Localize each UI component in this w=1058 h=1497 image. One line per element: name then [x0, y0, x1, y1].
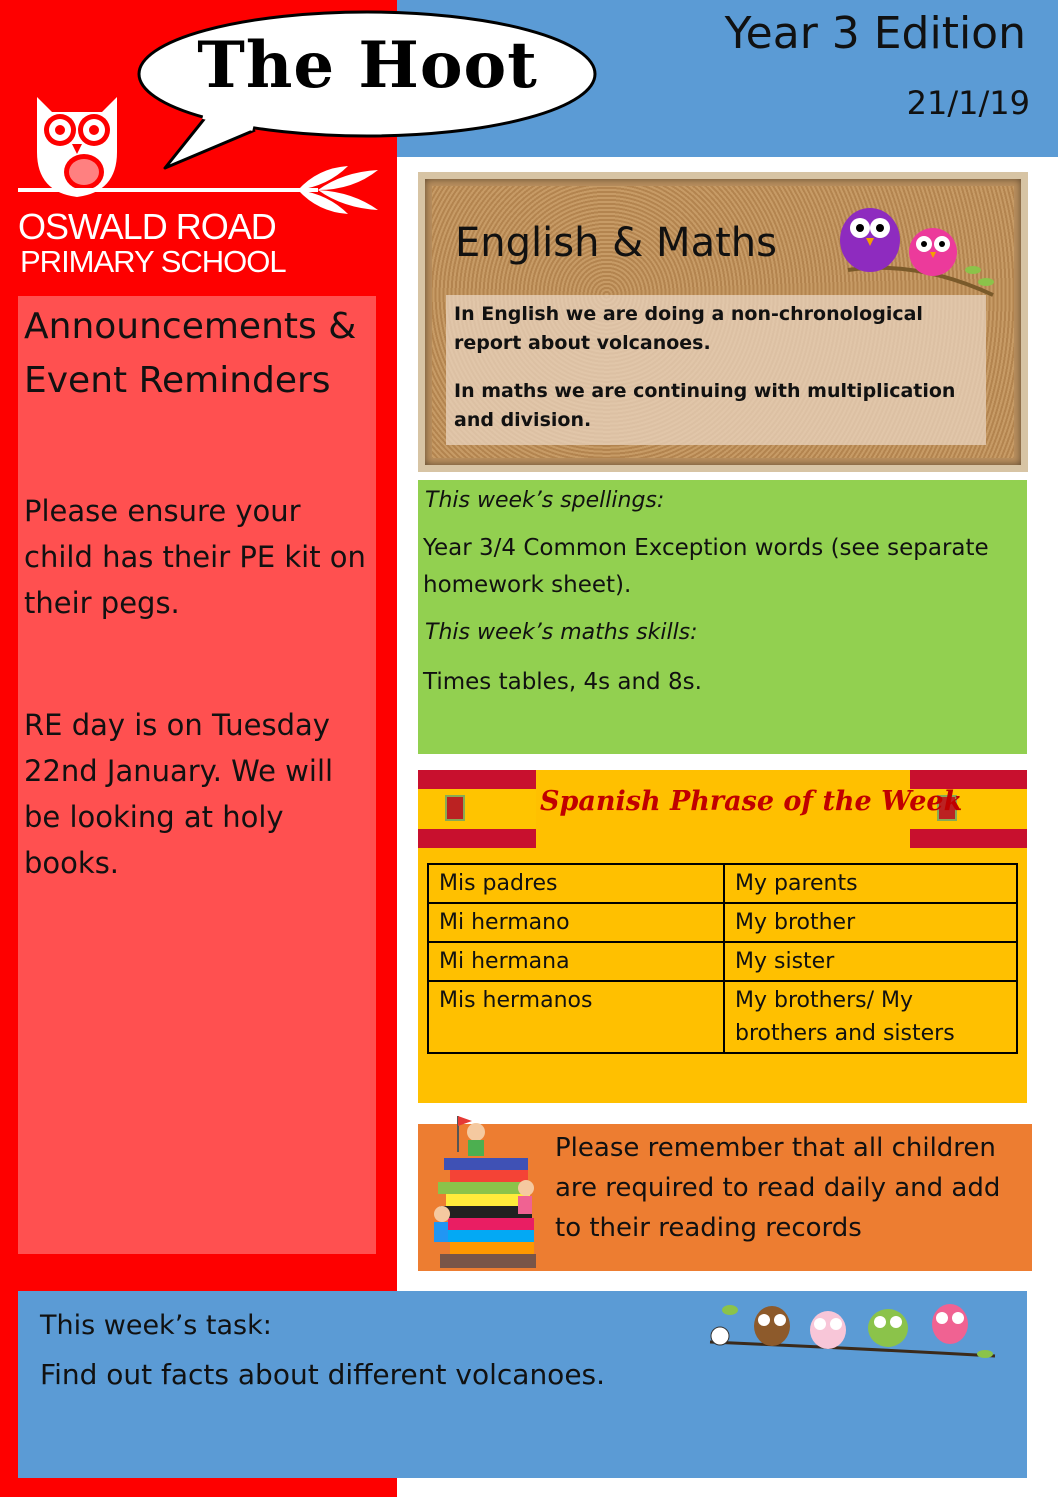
table-row [428, 942, 1017, 981]
spain-flag-icon [418, 770, 536, 848]
spanish-phrase: Mi hermano [428, 903, 724, 942]
spanish-phrase: Mis padres [428, 864, 724, 903]
english-update: In English we are doing a non-chronological report about volcanoes. [454, 303, 923, 354]
table-row [428, 981, 1017, 1053]
spellings-text: Year 3/4 Common Exception words (see separate homework sheet). [423, 535, 989, 598]
spanish-phrase: Mis hermanos [428, 981, 724, 1053]
english-translation: My brother [724, 903, 1017, 942]
maths-update: In maths we are continuing with multiplication and division. [454, 380, 956, 431]
task-label: This week’s task: [40, 1310, 272, 1341]
english-translation: My sister [724, 942, 1017, 981]
maths-skills-text: Times tables, 4s and 8s. [423, 669, 702, 695]
table-row [428, 864, 1017, 903]
issue-date: 21/1/19 [906, 84, 1030, 122]
newsletter-title: The Hoot [197, 28, 538, 103]
reading-reminder-text: Please remember that all children are required to read daily and add to their reading records [555, 1133, 1001, 1243]
spanish-phrase-title: Spanish Phrase of the Week [540, 786, 963, 817]
book-stack-icon [428, 1112, 552, 1278]
table-row [428, 903, 1017, 942]
english-maths-title: English & Maths [455, 220, 777, 266]
school-name-line-2: PRIMARY SCHOOL [20, 244, 286, 279]
announcement-item: Please ensure your child has their PE kit on their pegs. [24, 494, 366, 620]
owls-on-branch-icon [838, 200, 998, 300]
announcement-item: RE day is on Tuesday 22nd January. We will be looking at holy books. [24, 708, 334, 880]
task-text: Find out facts about different volcanoes. [40, 1358, 606, 1391]
spanish-phrase: Mi hermana [428, 942, 724, 981]
weekly-learning-panel [418, 480, 1027, 754]
maths-skills-label: This week’s maths skills: [425, 620, 698, 645]
english-translation: My parents [724, 864, 1017, 903]
english-translation: My brothers/ My brothers and sisters [724, 981, 1017, 1053]
owls-branch-decoration-icon [700, 1298, 1000, 1362]
phrase-table [427, 863, 1018, 1054]
announcements-title: Announcements & Event Reminders [24, 306, 357, 401]
edition-label: Year 3 Edition [724, 8, 1026, 59]
spellings-label: This week’s spellings: [425, 488, 665, 513]
school-name-line-1: OSWALD ROAD [18, 206, 276, 247]
